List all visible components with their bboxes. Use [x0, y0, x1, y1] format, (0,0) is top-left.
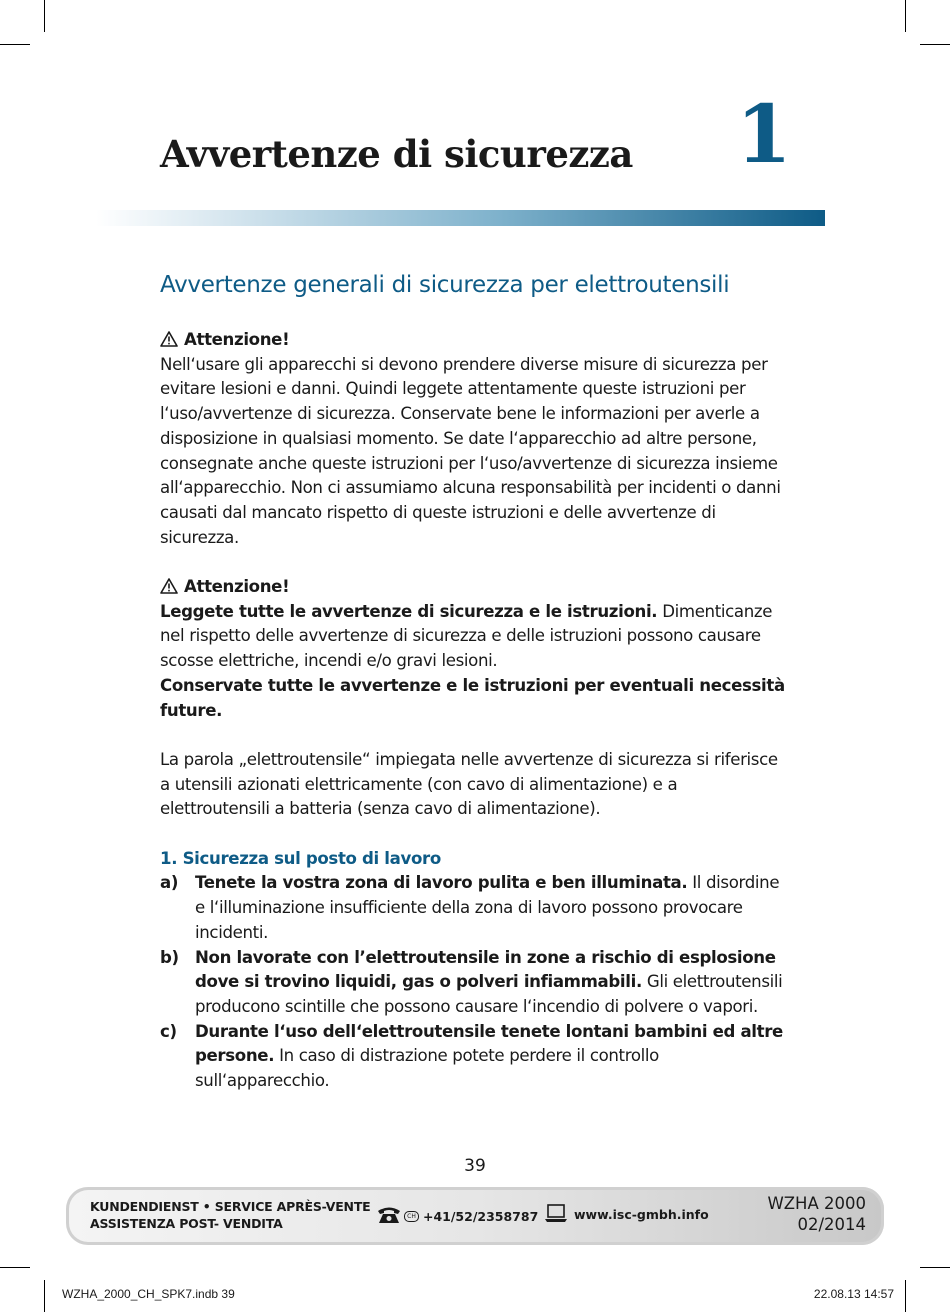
crop-mark	[920, 44, 950, 45]
service-website	[544, 1203, 709, 1226]
model-date: 02/2014	[797, 1215, 866, 1234]
service-phone	[376, 1205, 538, 1228]
chapter-number: 1	[736, 87, 792, 181]
service-line-1: KUNDENDIENST • SERVICE APRÈS-VENTE	[90, 1199, 371, 1214]
crop-mark	[0, 44, 30, 45]
read-instructions-bold: Leggete tutte le avvertenze di sicurezza e le istruzioni.	[160, 601, 658, 621]
read-instructions-paragraph	[160, 600, 790, 674]
warning-label	[160, 328, 790, 353]
crop-mark	[44, 0, 45, 32]
list-item	[160, 946, 790, 1020]
chapter-title: Avvertenze di sicurezza	[160, 132, 633, 176]
list-item-bold: Durante l‘uso dell‘elettroutensile tenete lontani bambini ed altre persone.	[195, 1021, 783, 1066]
warning-label-text: Attenzione!	[184, 577, 290, 597]
body-text	[160, 328, 790, 1094]
service-label	[90, 1198, 370, 1232]
phone-number: +41/52/2358787	[423, 1209, 539, 1224]
website-url: www.isc-gmbh.info	[574, 1207, 709, 1222]
definition-paragraph: La parola „elettroutensile“ impiegata nelle avvertenze di sicurezza si riferisce a utensili azionati elettricamente (con cavo di alimentazione) e a elettroutensili a batteria (senza cavo di alimentazione).	[160, 749, 778, 819]
telephone-icon	[376, 1205, 402, 1228]
model-info	[767, 1193, 866, 1235]
warning-triangle-icon	[160, 575, 180, 600]
list-item	[160, 1020, 790, 1094]
page-number: 39	[464, 1156, 486, 1176]
print-slug-file: WZHA_2000_CH_SPK7.indb 39	[62, 1287, 235, 1301]
crop-mark	[905, 1280, 906, 1312]
list-item-letter: c)	[160, 1021, 177, 1041]
list-item-body: Il disordine e l‘illuminazione insufficiente della zona di lavoro possono provocare incidenti.	[195, 873, 780, 942]
list-item-body: Gli elettroutensili producono scintille che possono causare l‘incendio di polvere o vapori.	[195, 972, 783, 1016]
warning-paragraph: Nell‘usare gli apparecchi si devono prendere diverse misure di sicurezza per evitare lesioni e danni. Quindi leggete attentamente queste istruzioni per l‘uso/avvertenze di sicurezza. Conservate bene le informazioni per averle a disposizione in qualsiasi momento. Se date l‘apparecchio ad altre persone, consegnate anche queste istruzioni per l‘uso/avvertenze di sicurezza insieme all‘apparecchio. Non ci assumiamo alcuna responsabilità per incidenti o danni causati dal mancato rispetto di queste istruzioni e delle avvertenze di sicurezza.	[160, 354, 781, 547]
read-instructions-text: Dimenticanze nel rispetto delle avvertenze di sicurezza e delle istruzioni possono causare scosse elettriche, incendi e/o gravi lesioni.	[160, 601, 773, 671]
list-item-bold: Tenete la vostra zona di lavoro pulita e ben illuminata.	[195, 873, 688, 893]
warning-label	[160, 575, 790, 600]
laptop-icon	[544, 1203, 568, 1226]
title-gradient-rule	[96, 210, 825, 226]
service-footer	[66, 1187, 884, 1245]
crop-mark	[0, 1267, 30, 1268]
crop-mark	[905, 0, 906, 32]
service-line-2: ASSISTENZA POST- VENDITA	[90, 1216, 283, 1231]
list-item-body: In caso di distrazione potete perdere il controllo sull‘apparecchio.	[195, 1046, 659, 1091]
model-name: WZHA 2000	[767, 1194, 866, 1213]
keep-instructions-paragraph: Conservate tutte le avvertenze e le istruzioni per eventuali necessità future.	[160, 675, 785, 720]
print-slug-timestamp: 22.08.13 14:57	[813, 1287, 894, 1301]
list-item-letter: a)	[160, 873, 179, 893]
list-item	[160, 871, 790, 945]
list-item-text	[195, 946, 790, 1020]
workplace-heading: 1. Sicurezza sul posto di lavoro	[160, 848, 441, 868]
country-badge: CH	[404, 1211, 419, 1222]
section-heading: Avvertenze generali di sicurezza per elettroutensili	[160, 272, 730, 298]
list-item-text	[195, 871, 790, 945]
warning-triangle-icon	[160, 328, 180, 353]
list-item-text	[195, 1020, 790, 1094]
warning-label-text: Attenzione!	[184, 330, 290, 349]
list-item-letter: b)	[160, 947, 179, 967]
crop-mark	[44, 1280, 45, 1312]
list-item-bold: Non lavorate con l’elettroutensile in zone a rischio di esplosione dove si trovino liquidi, gas o polveri infiammabili.	[195, 947, 776, 992]
crop-mark	[920, 1267, 950, 1268]
